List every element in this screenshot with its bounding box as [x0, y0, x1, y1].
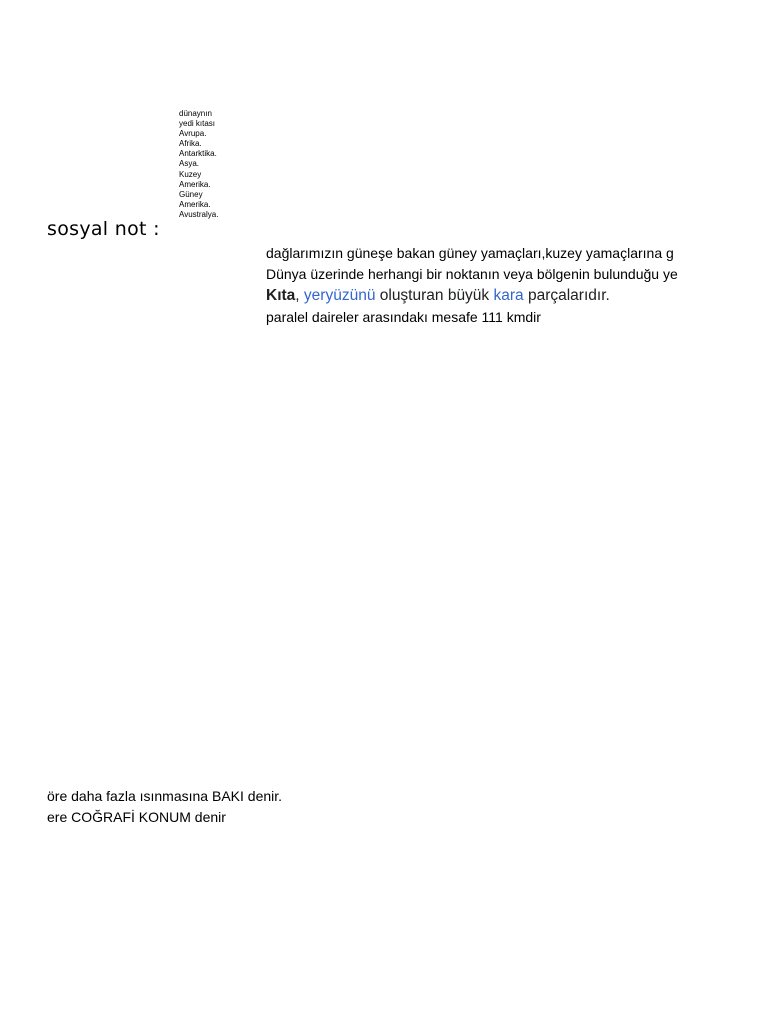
overflow-line-baki: öre daha fazla ısınmasına BAKI denir.	[47, 788, 283, 804]
notes-block	[266, 243, 706, 328]
link-yeryuzu[interactable]: yeryüzünü	[303, 287, 376, 304]
kita-term: Kıta	[266, 287, 296, 304]
continent-south-america: Güney Amerika.	[179, 189, 211, 209]
continent-australia: Avustralya.	[179, 209, 219, 219]
continent-europe: Avrupa.	[179, 129, 207, 139]
continents-list	[179, 109, 223, 220]
kita-mid-text: oluşturan büyük	[379, 287, 490, 304]
continent-asia: Asya.	[179, 159, 200, 169]
continent-north-america: Kuzey Amerika.	[179, 169, 211, 189]
note-cografi-konum: Dünya üzerinde herhangi bir noktanın veya bölgenin bulunduğu ye	[266, 266, 678, 282]
note-baki: dağlarımızın güneşe bakan güney yamaçları,kuzey yamaçlarına g	[266, 245, 674, 261]
continent-antarctica: Antarktika.	[179, 149, 217, 159]
kita-comma: ,	[295, 287, 300, 304]
note-kita-definition	[266, 285, 706, 307]
kita-end-text: parçalarıdır.	[527, 287, 610, 304]
overflow-line-konum: ere COĞRAFİ KONUM denir	[47, 809, 226, 825]
overflow-text-block	[47, 786, 347, 828]
link-kara[interactable]: kara	[493, 287, 524, 304]
continent-africa: Afrika.	[179, 139, 202, 149]
continents-heading: dünaynın yedi kıtası	[179, 109, 216, 129]
page-title: sosyal not :	[47, 218, 160, 240]
note-paralel: paralel daireler arasındakı mesafe 111 kmdir	[266, 309, 541, 325]
